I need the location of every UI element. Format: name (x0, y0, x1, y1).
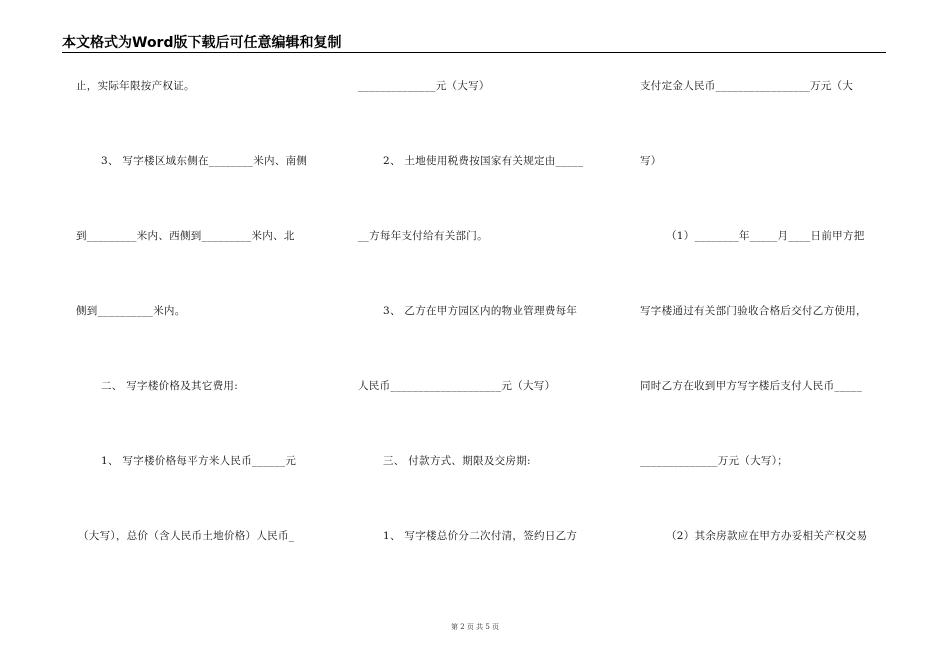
text-line: ______________元（大写） (358, 80, 490, 92)
text-line: 3、 乙方在甲方园区内的物业管理费每年 (383, 305, 578, 317)
text-line: 侧到__________米内。 (76, 305, 186, 317)
text-line: 3、 写字楼区域东侧在________米内、南侧 (101, 155, 308, 167)
text-line: 1、 写字楼价格每平方米人民币______元 (101, 455, 297, 467)
document-header-title: 本文格式为Word版下载后可任意编辑和复制 (62, 35, 342, 51)
text-line: （1）________年_____月____日前甲方把 (666, 230, 865, 242)
text-line: __方每年支付给有关部门。 (358, 230, 488, 242)
text-line: 到_________米内、西侧到_________米内、北 (76, 230, 295, 242)
text-line: 止，实际年限按产权证。 (76, 80, 195, 92)
page-number: 第 2 页 共 5 页 (450, 623, 500, 631)
text-line: 1、 写字楼总价分二次付清，签约日乙方 (383, 530, 578, 542)
text-line: 三、 付款方式、期限及交房期: (383, 455, 531, 467)
text-line: 2、 土地使用税费按国家有关规定由_____ (383, 155, 584, 167)
text-line: 人民币____________________元（大写） (358, 380, 556, 392)
text-line: ______________万元（大写）； (640, 455, 789, 467)
text-line: 支付定金人民币_________________万元（大 (640, 80, 854, 92)
text-line: 同时乙方在收到甲方写字楼后支付人民币_____ (640, 380, 863, 392)
text-line: 写） (640, 155, 662, 167)
text-line: 写字楼通过有关部门验收合格后交付乙方使用， (640, 305, 867, 317)
text-line: （2）其余房款应在甲方办妥相关产权交易 (666, 530, 868, 542)
text-line: 二、 写字楼价格及其它费用: (101, 380, 239, 392)
header-divider (62, 52, 886, 53)
text-line: （大写），总价（含人民币土地价格）人民币_ (78, 530, 295, 542)
